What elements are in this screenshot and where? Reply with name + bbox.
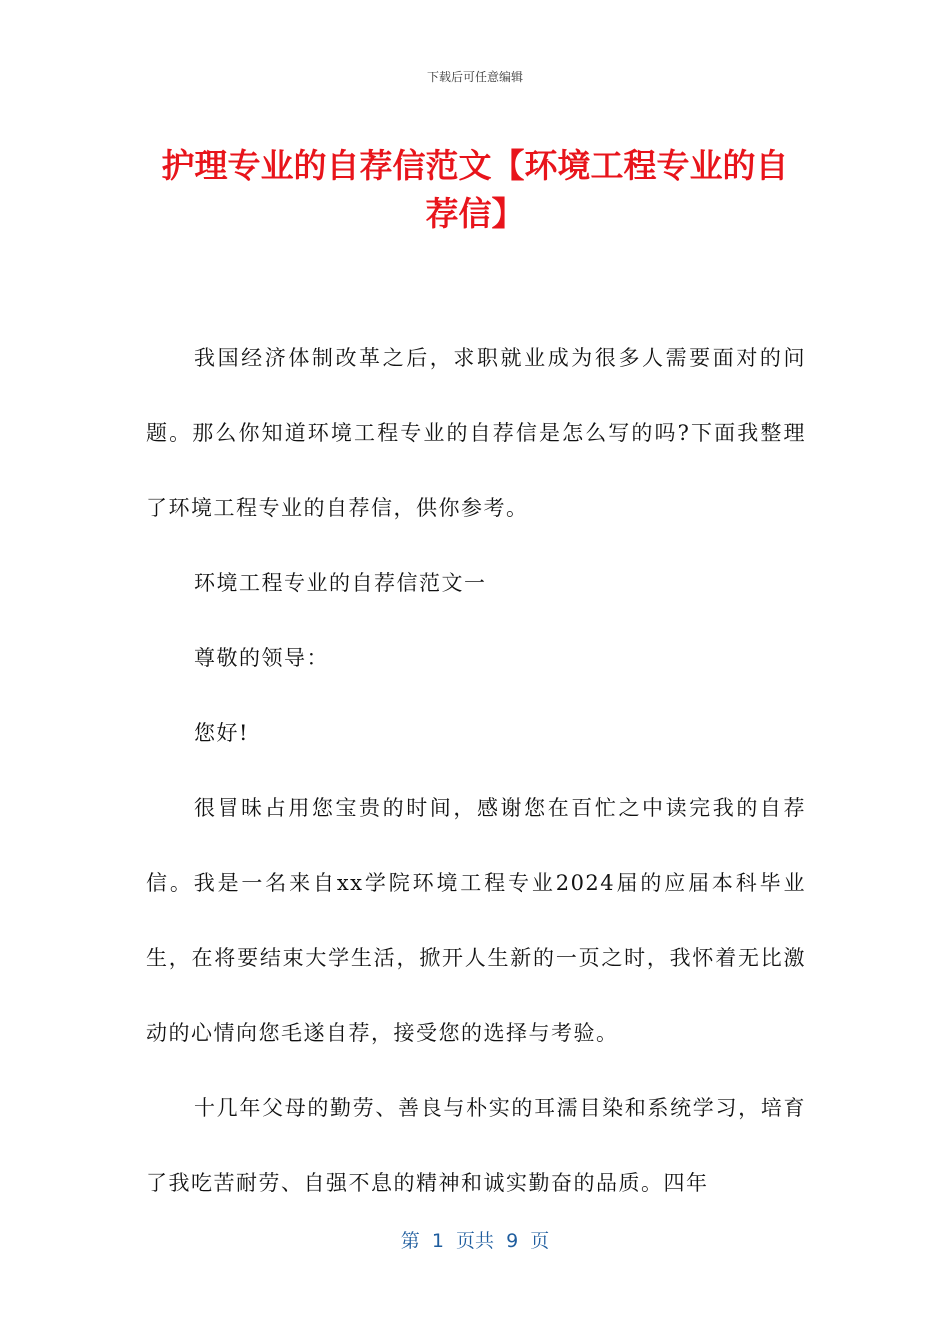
section-heading: 环境工程专业的自荐信范文一 (194, 571, 487, 595)
body-paragraph: 很冒昧占用您宝贵的时间，感谢您在百忙之中读完我的自荐信。我是一名来自xx学院环境工程专业2024届的应届本科毕业生，在将要结束大学生活，掀开人生新的一页之时，我怀着无比激动的心情向您毛遂自荐，接受您的选择与考验。 (146, 796, 806, 1045)
document-body (146, 321, 806, 1221)
page-footer: 第 1 页共 9 页 (400, 1230, 550, 1252)
header-note: 下载后可任意编辑 (426, 70, 523, 84)
body-paragraph: 十几年父母的勤劳、善良与朴实的耳濡目染和系统学习，培育了我吃苦耐劳、自强不息的精神和诚实勤奋的品质。四年 (146, 1096, 806, 1195)
greeting: 您好! (194, 721, 249, 745)
document-title: 护理专业的自荐信范文【环境工程专业的自荐信】 (161, 146, 789, 233)
salutation: 尊敬的领导： (194, 646, 329, 670)
intro-paragraph: 我国经济体制改革之后，求职就业成为很多人需要面对的问题。那么你知道环境工程专业的自荐信是怎么写的吗?下面我整理了环境工程专业的自荐信，供你参考。 (146, 346, 806, 520)
